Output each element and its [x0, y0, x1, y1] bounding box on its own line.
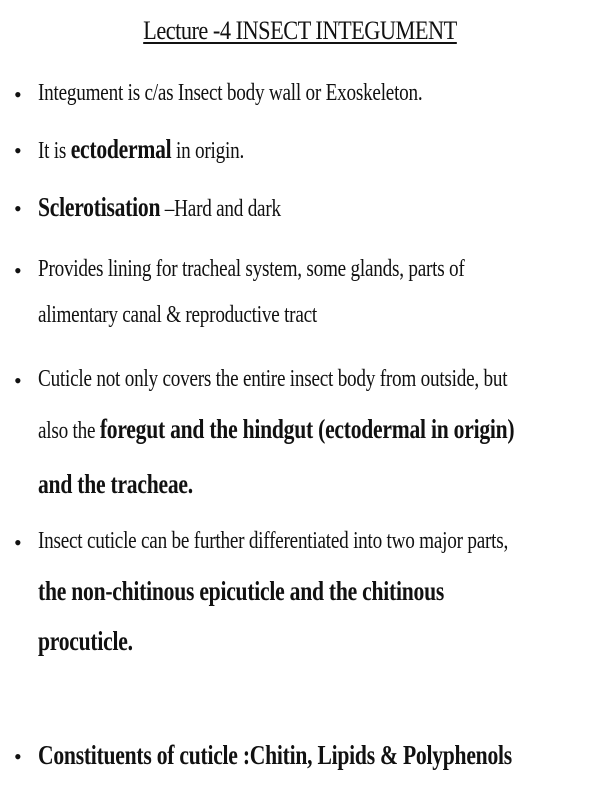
bullet-text: Insect cuticle can be further differentiated into two major parts, [38, 528, 509, 554]
bullet-text: in origin. [171, 138, 245, 164]
bullet-dot: • [14, 258, 22, 283]
bullet-dot: • [14, 196, 22, 221]
bullet-text-bold: Sclerotisation [38, 192, 161, 222]
bullet-dot: • [14, 138, 22, 163]
bullet-text-bold: procuticle. [38, 626, 133, 656]
bullet-text: –Hard and dark [160, 196, 281, 222]
bullet-text: alimentary canal & reproductive tract [38, 302, 317, 328]
bullet-text: Integument is c/as Insect body wall or Exoskeleton. [38, 80, 423, 106]
bullet-text-bold: the non-chitinous epicuticle and the chitinous [38, 576, 445, 606]
title-text: Lecture -4 INSECT INTEGUMENT [143, 16, 457, 45]
bullet-text-bold: Constituents of cuticle :Chitin, Lipids & Polyphenols [38, 740, 512, 770]
bullet-text-bold: and the tracheae. [38, 469, 193, 499]
bullet-text: It is [38, 138, 71, 164]
bullet-dot: • [14, 744, 22, 769]
page-title [42, 16, 558, 46]
bullet-text: also the [38, 418, 100, 444]
bullet-text-bold: foregut and the hindgut (ectodermal in origin) [99, 414, 515, 444]
bullet-dot: • [14, 530, 22, 555]
bullet-text: Cuticle not only covers the entire insect body from outside, but [38, 366, 508, 392]
bullet-dot: • [14, 368, 22, 393]
bullet-text-bold: ectodermal [70, 134, 172, 164]
bullet-dot: • [14, 82, 22, 107]
bullet-text: Provides lining for tracheal system, some glands, parts of [38, 256, 465, 282]
